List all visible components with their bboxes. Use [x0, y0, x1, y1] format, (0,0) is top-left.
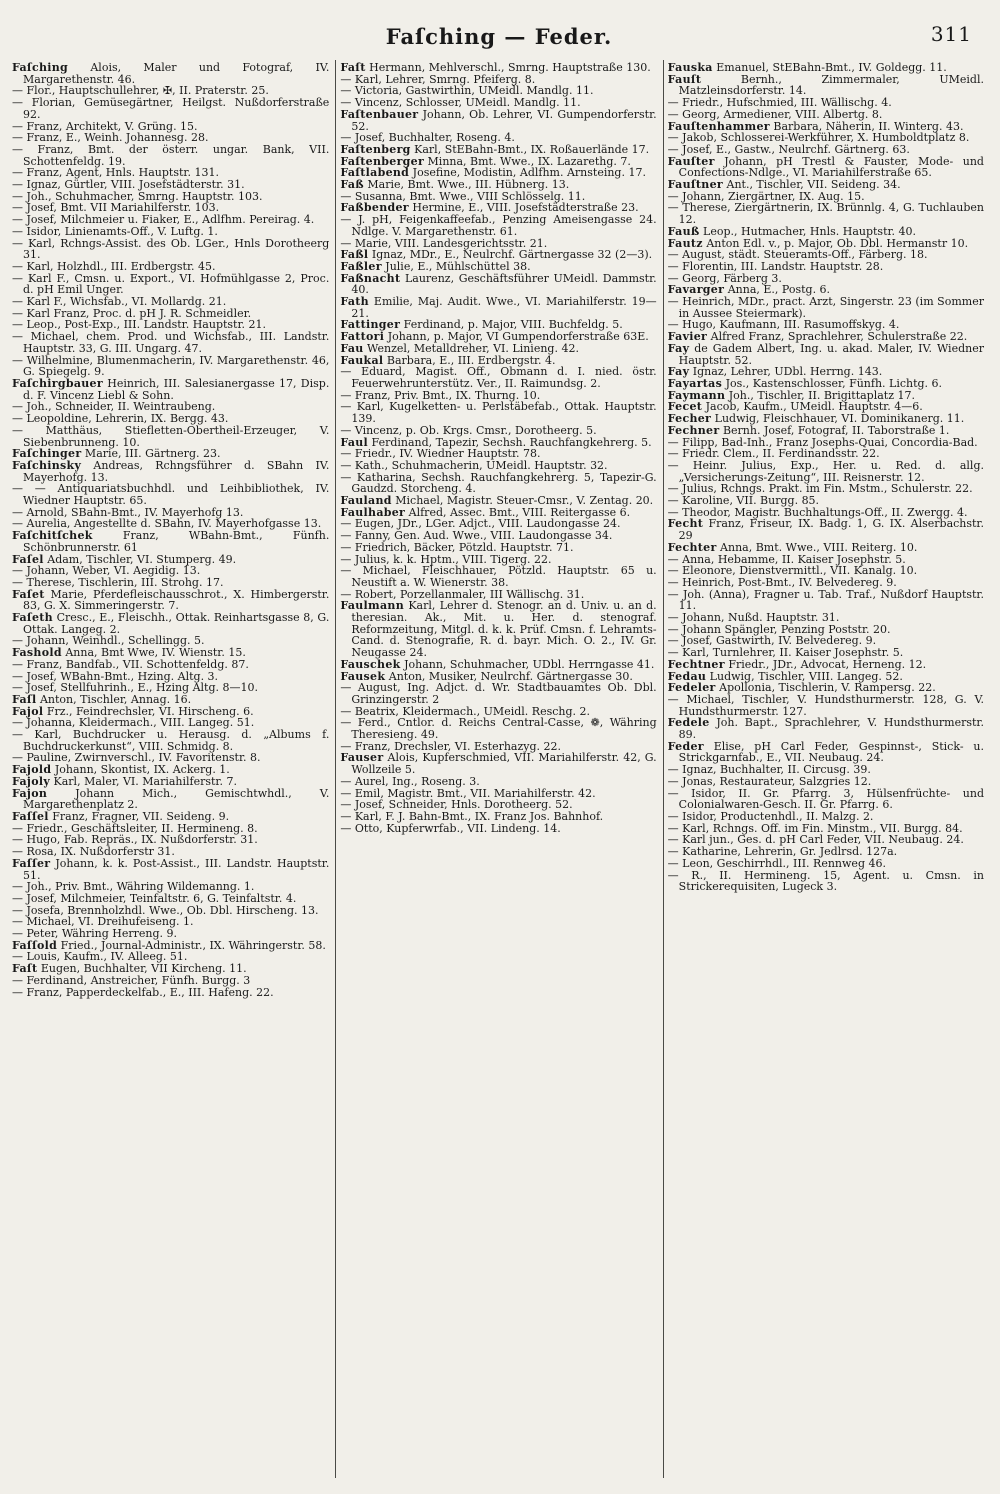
directory-entry: — Karl jun., Ges. d. pH Carl Feder, VII. Neubaug. 24.	[667, 833, 964, 847]
directory-entry: — Johann, Ziergärtner, IX. Aug. 15.	[667, 189, 865, 203]
directory-entry: — Karl, Turnlehrer, II. Kaiser Josephstr. 5.	[667, 646, 904, 660]
directory-entry: — Franz, E., Weinh. Johannesg. 28.	[12, 131, 209, 145]
directory-entry: — Eduard, Magist. Off., Obmann d. I. nied. östr. Feuerwehrunterstütz. Ver., II. Raimundsg. 2.	[340, 365, 657, 390]
directory-entry: — Marie, VIII. Landesgerichtsstr. 21.	[340, 236, 548, 250]
directory-entry: Fashold Anna, Bmt Wwe, IV. Wienstr. 15.	[12, 646, 246, 660]
directory-entry: Favier Alfred Franz, Sprachlehrer, Schulerstraße 22.	[667, 330, 968, 344]
directory-entry: Faſt Eugen, Buchhalter, VII Kircheng. 11.	[12, 962, 247, 976]
directory-columns	[8, 60, 990, 1478]
directory-entry: — Kath., Schuhmacherin, UMeidl. Hauptstr. 32.	[340, 458, 608, 472]
directory-entry: — Josef, Milchmeier, Teinfaltstr. 6, G. Teinfaltstr. 4.	[12, 891, 297, 905]
directory-entry: — Michael, VI. Dreihufeiseng. 1.	[12, 915, 194, 929]
directory-entry: Fecher Ludwig, Fleischhauer, VI. Dominikanerg. 11.	[667, 412, 965, 426]
directory-entry: — Franz, Drechsler, VI. Esterhazyg. 22.	[340, 739, 562, 753]
directory-entry: — Aurelia, Angestellte d. SBahn, IV. Mayerhofgasse 13.	[12, 517, 322, 531]
directory-entry: Faymann Joh., Tischler, II. Brigittaplatz 17.	[667, 388, 915, 402]
directory-entry: — Eugen, JDr., LGer. Adjct., VIII. Laudongasse 24.	[340, 517, 621, 531]
directory-entry: — Karl F., Wichsfab., VI. Mollardg. 21.	[12, 295, 227, 309]
directory-entry: — Hugo, Fab. Repräs., IX. Nußdorferstr. 31.	[12, 833, 258, 847]
directory-entry: — Ignaz, Gürtler, VIII. Josefstädterstr. 31.	[12, 178, 245, 192]
directory-entry: — Georg, Armediener, VIII. Albertg. 8.	[667, 107, 883, 121]
directory-entry: — Eleonore, Dienstvermittl., VII. Kanalg. 10.	[667, 564, 918, 578]
directory-entry: Faſtenberg Karl, StEBahn-Bmt., IX. Roßauerlände 17.	[340, 142, 650, 156]
directory-entry: — Josef, Buchhalter, Roseng. 4.	[340, 131, 515, 145]
directory-entry: — Josefa, Brennholzhdl. Wwe., Ob. Dbl. Hirscheng. 13.	[12, 903, 319, 917]
directory-entry: — Karl, Rchngs. Off. im Fin. Minstm., VII. Burgg. 84.	[667, 821, 963, 835]
directory-entry: Faulmann Karl, Lehrer d. Stenogr. an d. Univ. u. an d. theresian. Ak., Mit. u. Her. d. stenograf. Reformzeitung, Mitgl. d. k. k. Prüf. Cmsn. f. Lehramts-Cand. d. Stenografie, R. d. bayr. Mich. O. 2., IV. Gr. Neugasse 24.	[340, 599, 657, 660]
directory-entry: — Karl, Rchngs-Assist. des Ob. LGer., Hnls Dorotheerg 31.	[12, 236, 330, 262]
directory-entry: Fauſter Johann, pH Trestl & Fauster, Mode- und Confections-Ndlge., VI. Mariahilferstraße 65.	[667, 154, 984, 180]
directory-entry: — Franz, Priv. Bmt., IX. Thurng. 10.	[340, 388, 541, 402]
directory-entry: — Fanny, Gen. Aud. Wwe., VIII. Laudongasse 34.	[340, 529, 613, 543]
directory-entry: — Josef, Bmt. VII Mariahilferstr. 103.	[12, 201, 220, 215]
directory-entry: — Anna, Hebamme, II. Kaiser Josephstr. 5.	[667, 552, 906, 566]
directory-entry: — Isidor, Productenhdl., II. Malzg. 2.	[667, 810, 874, 823]
directory-entry: — Flor., Hauptschullehrer, ✠, II. Praterstr. 25.	[12, 84, 269, 98]
directory-entry: Faßnacht Laurenz, Geschäftsführer UMeidl. Dammstr. 40.	[340, 271, 657, 297]
directory-entry: Faßbender Hermine, E., VIII. Josefstädterstraße 23.	[340, 201, 639, 215]
directory-entry: Fay de Gadem Albert, Ing. u. akad. Maler, IV. Wiedner Hauptstr. 52.	[667, 341, 984, 367]
directory-entry: — Heinrich, MDr., pract. Arzt, Singerstr. 23 (im Sommer in Aussee Steiermark).	[667, 295, 984, 320]
directory-entry: — Josef, WBahn-Bmt., Hzing. Altg. 3.	[12, 669, 219, 683]
directory-entry: Fechner Bernh. Josef, Fotograf, II. Taborstraße 1.	[667, 423, 950, 437]
directory-entry: — Friedr., Geschäftsleiter, II. Hermineng. 8.	[12, 821, 258, 835]
directory-entry: Faſt Hermann, Mehlverschl., Smrng. Hauptstraße 130.	[340, 61, 651, 74]
directory-entry: Faſeth Cresc., E., Fleischh., Ottak. Reinhartsgasse 8, G. Ottak. Langeg. 2.	[12, 611, 330, 636]
directory-entry: Fau Wenzel, Metalldreher, VI. Linieng. 42.	[340, 341, 579, 355]
directory-entry: — Josef, Stellfuhrinh., E., Hzing Altg. 8—10.	[12, 681, 258, 695]
directory-entry: — Florentin, III. Landstr. Hauptstr. 28.	[667, 259, 884, 273]
directory-entry: — Josef, E., Gastw., Neulrchf. Gärtnerg. 63.	[667, 142, 910, 156]
directory-entry: — Isidor, Linienamts-Off., V. Luftg. 1.	[12, 224, 218, 238]
directory-entry: — Susanna, Bmt. Wwe., VIII Schlösselg. 11.	[340, 189, 586, 203]
directory-entry: — Katharine, Lehrerin, Gr. Jedlrsd. 127a.	[667, 845, 898, 859]
directory-entry: — Friedr. Clem., II. Ferdinandsstr. 22.	[667, 447, 880, 461]
directory-entry: Faſchinsky Andreas, Rchngsführer d. SBahn IV. Mayerhofg. 13.	[12, 458, 330, 484]
directory-entry: — Peter, Währing Herreng. 9.	[12, 927, 178, 941]
directory-entry: — Johann, Weber, VI. Aegidig. 13.	[12, 564, 201, 578]
directory-entry: — Johann Spängler, Penzing Poststr. 20.	[667, 622, 891, 636]
directory-entry: Fecet Jacob, Kaufm., UMeidl. Hauptstr. 4—6.	[667, 400, 923, 414]
directory-entry: — Friedrich, Bäcker, Pötzld. Hauptstr. 71.	[340, 540, 574, 554]
directory-entry: Fauß Leop., Hutmacher, Hnls. Hauptstr. 40.	[667, 224, 917, 238]
directory-entry: — Matthäus, Stiefletten-Obertheil-Erzeuger, V. Siebenbrunneng. 10.	[12, 423, 330, 449]
directory-entry: — Karl, Lehrer, Smrng. Pfeiferg. 8.	[340, 72, 536, 86]
directory-entry: Faukal Barbara, E., III. Erdbergstr. 4.	[340, 353, 556, 367]
directory-entry: — R., II. Hermineng. 15, Agent. u. Cmsn. in Strickerequisiten, Lugeck 3.	[667, 868, 984, 894]
directory-entry: — Louis, Kaufm., IV. Alleeg. 51.	[12, 950, 188, 964]
directory-entry: Fajon Johann Mich., Gemischtwhdl., V. Margarethenplatz 2.	[12, 786, 330, 812]
directory-entry: Faulhaber Alfred, Assec. Bmt., VIII. Reitergasse 6.	[340, 505, 631, 519]
directory-entry: — Emil, Magistr. Bmt., VII. Mariahilferstr. 42.	[340, 786, 596, 800]
directory-entry: Fauska Emanuel, StEBahn-Bmt., IV. Goldegg. 11.	[667, 61, 947, 74]
directory-entry: — Friedr., Hufschmied, III. Wällischg. 4.	[667, 96, 892, 110]
directory-entry: — Franz, Architekt, V. Grüng. 15.	[12, 119, 198, 133]
directory-entry: — Hugo, Kaufmann, III. Rasumoffskyg. 4.	[667, 318, 900, 332]
directory-entry: — Jonas, Restaurateur, Salzgries 12.	[667, 774, 872, 788]
directory-entry: Fajol Frz., Feindrechsler, VI. Hirscheng. 6.	[12, 704, 254, 718]
directory-entry: — Beatrix, Kleidermach., UMeidl. Reschg. 2.	[340, 704, 590, 718]
directory-entry: Faſchitſchek Franz, WBahn-Bmt., Fünfh. Schönbrunnerstr. 61	[12, 529, 330, 554]
directory-entry: — Karl, Kugelketten- u. Perlstäbefab., Ottak. Hauptstr. 139.	[340, 400, 657, 426]
directory-entry: Faſel Adam, Tischler, VI. Stumperg. 49.	[12, 552, 237, 566]
directory-entry: Fajoly Karl, Maler, VI. Mariahilferstr. 7.	[12, 774, 237, 788]
directory-entry: — Arnold, SBahn-Bmt., IV. Mayerhofg 13.	[12, 505, 244, 519]
directory-entry: — Johann, Weinhdl., Schellingg. 5.	[12, 634, 205, 648]
directory-entry: — Julius, Rchngs. Prakt. im Fin. Mstm., Schulerstr. 22.	[667, 482, 973, 496]
directory-column-1	[8, 60, 335, 1478]
directory-entry: — Michael, Fleischhauer, Pötzld. Hauptstr. 65 u. Neustift a. W. Wienerstr. 38.	[340, 564, 657, 589]
directory-entry: — Josef, Schneider, Hnls. Dorotheerg. 52.	[340, 798, 573, 812]
directory-entry: — Josef, Gastwirth, IV. Belvedereg. 9.	[667, 634, 877, 648]
directory-entry: Faßler Julie, E., Mühlschüttel 38.	[340, 259, 531, 273]
directory-entry: — Jakob, Schlosserei-Werkführer, X. Humboldtplatz 8.	[667, 131, 970, 145]
directory-entry: — Friedr., IV. Wiedner Hauptstr. 78.	[340, 447, 541, 461]
directory-entry: — Josef, Milchmeier u. Fiaker, E., Adlfhm. Pereirag. 4.	[12, 213, 315, 227]
directory-entry: Faßl Ignaz, MDr., E., Neulrchf. Gärtnergasse 32 (2—3).	[340, 248, 653, 262]
directory-entry: — Joh. (Anna), Fragner u. Tab. Traf., Nußdorf Hauptstr. 11.	[667, 587, 984, 613]
directory-entry: Faſl Anton, Tischler, Annag. 16.	[12, 692, 192, 706]
directory-entry: Faſſel Franz, Fragner, VII. Seideng. 9.	[12, 810, 230, 823]
directory-entry: Faſet Marie, Pferdefleischausschrot., X. Himbergerstr. 83, G. X. Simmeringerstr. 7.	[12, 587, 330, 613]
directory-entry: Fautz Anton Edl. v., p. Major, Ob. Dbl. Hermanstr 10.	[667, 236, 969, 250]
directory-entry: Fauſtenhammer Barbara, Näherin, II. Winterg. 43.	[667, 119, 964, 133]
directory-entry: — Otto, Kupferwrfab., VII. Lindeng. 14.	[340, 821, 561, 835]
directory-entry: — Karl, Holzhdl., III. Erdbergstr. 45.	[12, 259, 216, 273]
directory-entry: — Ferdinand, Anstreicher, Fünfh. Burgg. 3	[12, 973, 251, 987]
directory-entry: Faſſer Johann, k. k. Post-Assist., III. Landstr. Hauptstr. 51.	[12, 856, 330, 882]
directory-entry: — Johann, Nußd. Hauptstr. 31.	[667, 611, 840, 625]
directory-entry: Fauſtner Ant., Tischler, VII. Seideng. 34.	[667, 178, 901, 192]
directory-entry: — Franz, Bandfab., VII. Schottenfeldg. 87.	[12, 657, 249, 671]
directory-entry: Faſchirgbauer Heinrich, III. Salesianergasse 17, Disp. d. F. Vincenz Liebl & Sohn.	[12, 376, 330, 402]
directory-entry: — Victoria, Gastwirthin, UMeidl. Mandlg. 11.	[340, 84, 594, 98]
directory-entry: Faß Marie, Bmt. Wwe., III. Hübnerg. 13.	[340, 178, 570, 192]
directory-entry: — Florian, Gemüsegärtner, Heilgst. Nußdorferstraße 92.	[12, 96, 330, 121]
directory-entry: — J. pH, Feigenkaffeefab., Penzing Ameisengasse 24. Ndlge. V. Margarethenstr. 61.	[340, 213, 657, 238]
directory-entry: — Michael, chem. Prod. und Wichsfab., III. Landstr. Hauptstr. 33, G. III. Ungarg. 47.	[12, 330, 330, 355]
directory-entry: Fecht Franz, Friseur, IX. Badg. 1, G. IX. Alserbachstr. 29	[667, 517, 984, 543]
directory-entry: Fedele Joh. Bapt., Sprachlehrer, V. Hundsthurmerstr. 89.	[667, 716, 984, 742]
directory-entry: — Heinr. Julius, Exp., Her. u. Red. d. allg. „Versicherungs-Zeitung“, III. Reisnerstr. 12.	[667, 458, 984, 484]
directory-entry: — Isidor, II. Gr. Pfarrg. 3, Hülsenfrüchte- und Colonialwaren-Gesch. II. Gr. Pfarrg. 6.	[667, 786, 984, 812]
directory-entry: — Karl, F. J. Bahn-Bmt., IX. Franz Jos. Bahnhof.	[340, 810, 604, 823]
directory-entry: — Ignaz, Buchhalter, II. Circusg. 39.	[667, 763, 871, 777]
directory-entry: — Karl, Buchdrucker u. Herausg. d. „Albums f. Buchdruckerkunst“, VIII. Schmidg. 8.	[12, 728, 330, 753]
directory-entry: — Leop., Post-Exp., III. Landstr. Hauptstr. 21.	[12, 318, 267, 332]
directory-entry: Fauser Alois, Kupferschmied, VII. Mariahilferstr. 42, G. Wollzeile 5.	[340, 751, 657, 777]
directory-entry: — Robert, Porzellanmaler, III Wällischg. 31.	[340, 587, 585, 601]
directory-entry: Fauſt Bernh., Zimmermaler, UMeidl. Matzleinsdorferstr. 14.	[667, 72, 984, 98]
directory-entry: — Joh., Priv. Bmt., Währing Wildemanng. 1.	[12, 880, 255, 894]
page-header-title: Faſching — Feder.	[385, 24, 613, 49]
directory-column-3	[663, 60, 990, 1478]
directory-entry: — Filipp, Bad-Inh., Franz Josephs-Quai, Concordia-Bad.	[667, 435, 978, 449]
directory-entry: — Therese, Ziergärtnerin, IX. Brünnlg. 4, G. Tuchlauben 12.	[667, 201, 984, 227]
directory-entry: Faſtenberger Minna, Bmt. Wwe., IX. Lazarethg. 7.	[340, 154, 631, 168]
directory-entry: — Julius, k. k. Hptm., VIII. Tigerg. 22.	[340, 552, 552, 566]
directory-entry: — Leon, Geschirrhdl., III. Rennweg 46.	[667, 856, 886, 870]
directory-entry: — Vincenz, p. Ob. Krgs. Cmsr., Dorotheerg. 5.	[340, 423, 597, 437]
directory-entry: — Aurel, Ing., Roseng. 3.	[340, 774, 480, 788]
directory-entry: — Pauline, Zwirnverschl., IV. Favoritenstr. 8.	[12, 751, 261, 765]
directory-entry: — Therese, Tischlerin, III. Strohg. 17.	[12, 575, 224, 589]
directory-entry: — — Antiquariatsbuchhdl. und Leihbibliothek, IV. Wiedner Hauptstr. 65.	[12, 482, 330, 508]
directory-entry: Fajold Johann, Skontist, IX. Ackerg. 1.	[12, 763, 230, 777]
directory-entry: — Franz, Agent, Hnls. Hauptstr. 131.	[12, 166, 219, 180]
directory-entry: Fechter Anna, Bmt. Wwe., VIII. Reiterg. 10.	[667, 540, 918, 554]
directory-column-2	[335, 60, 662, 1478]
directory-entry: — Franz, Bmt. der österr. ungar. Bank, VII. Schottenfeldg. 19.	[12, 142, 330, 168]
directory-entry: — Rosa, IX. Nußdorferstr 31.	[12, 845, 175, 859]
directory-entry: — Michael, Tischler, V. Hundsthurmerstr. 128, G. V. Hundsthurmerstr. 127.	[667, 692, 984, 718]
directory-entry: Faſtenbauer Johann, Ob. Lehrer, VI. Gumpendorferstr. 52.	[340, 107, 657, 133]
directory-entry: — Joh., Schuhmacher, Smrng. Hauptstr. 103.	[12, 189, 263, 203]
directory-entry: — Joh., Schneider, II. Weintraubeng.	[12, 400, 216, 414]
directory-entry: Faſching Alois, Maler und Fotograf, IV. Margarethenstr. 46.	[12, 61, 330, 86]
directory-entry: — Georg, Färberg 3.	[667, 271, 782, 285]
directory-entry: Fath Emilie, Maj. Audit. Wwe., VI. Mariahilferstr. 19—21.	[340, 295, 657, 320]
directory-entry: Fay Ignaz, Lehrer, UDbl. Herrng. 143.	[667, 365, 883, 379]
directory-entry: Fechtner Friedr., JDr., Advocat, Herneng. 12.	[667, 657, 927, 671]
directory-entry: Faſſold Fried., Journal-Administr., IX. Währingerstr. 58.	[12, 938, 326, 952]
directory-entry: Fauschek Johann, Schuhmacher, UDbl. Herrngasse 41.	[340, 657, 655, 671]
directory-entry: Fedeler Apollonia, Tischlerin, V. Rampersg. 22.	[667, 681, 936, 695]
directory-entry: — Johanna, Kleidermach., VIII. Langeg. 51.	[12, 716, 255, 730]
directory-entry: Fattori Johann, p. Major, VI Gumpendorferstraße 63E.	[340, 330, 649, 344]
directory-entry: Fattinger Ferdinand, p. Major, VIII. Buchfeldg. 5.	[340, 318, 623, 332]
directory-entry: — Ferd., Cntlor. d. Reichs Central-Casse, ❁, Währing Theresieng. 49.	[340, 716, 657, 742]
directory-entry: — Karl Franz, Proc. d. pH J. R. Schmeidler.	[12, 306, 252, 320]
directory-entry: Favarger Anna, E., Postg. 6.	[667, 283, 831, 297]
directory-entry: — Karoline, VII. Burgg. 85.	[667, 494, 820, 508]
directory-entry: — Katharina, Sechsh. Rauchfangkehrerg. 5, Tapezir-G. Gaudzd. Storcheng. 4.	[340, 470, 657, 496]
directory-entry: Faſtlabend Josefine, Modistin, Adlfhm. Arnsteing. 17.	[340, 166, 646, 180]
directory-entry: — Franz, Papperdeckelfab., E., III. Hafeng. 22.	[12, 985, 274, 999]
directory-entry: Fedau Ludwig, Tischler, VIII. Langeg. 52.	[667, 669, 903, 683]
directory-entry: Fayartas Jos., Kastenschlosser, Fünfh. Lichtg. 6.	[667, 376, 943, 390]
directory-entry: — Theodor, Magistr. Buchhaltungs-Off., II. Zwergg. 4.	[667, 505, 968, 519]
directory-entry: Fauland Michael, Magistr. Steuer-Cmsr., V. Zentag. 20.	[340, 494, 654, 508]
directory-entry: Fausek Anton, Musiker, Neulrchf. Gärtnergasse 30.	[340, 669, 633, 683]
directory-entry: — Leopoldine, Lehrerin, IX. Bergg. 43.	[12, 412, 229, 426]
directory-entry: Faul Ferdinand, Tapezir, Sechsh. Rauchfangkehrerg. 5.	[340, 435, 652, 449]
directory-entry: Feder Elise, pH Carl Feder, Gespinnst-, Stick- u. Strickgarnfab., E., VII. Neubaug. 24.	[667, 739, 984, 765]
directory-entry: — August, städt. Steueramts-Off., Färberg. 18.	[667, 248, 928, 262]
page-number: 311	[930, 22, 972, 46]
page-header	[8, 16, 990, 60]
directory-entry: — August, Ing. Adjct. d. Wr. Stadtbauamtes Ob. Dbl. Grinzingerstr. 2	[340, 681, 657, 706]
directory-entry: — Karl F., Cmsn. u. Export., VI. Hofmühlgasse 2, Proc. d. pH Emil Unger.	[12, 271, 330, 297]
directory-entry: — Wilhelmine, Blumenmacherin, IV. Margarethenstr. 46, G. Spiegelg. 9.	[12, 353, 330, 379]
directory-entry: Faſchinger Marie, III. Gärtnerg. 23.	[12, 447, 221, 461]
directory-entry: — Heinrich, Post-Bmt., IV. Belvedereg. 9.	[667, 575, 897, 589]
directory-entry: — Vincenz, Schlosser, UMeidl. Mandlg. 11.	[340, 96, 581, 110]
